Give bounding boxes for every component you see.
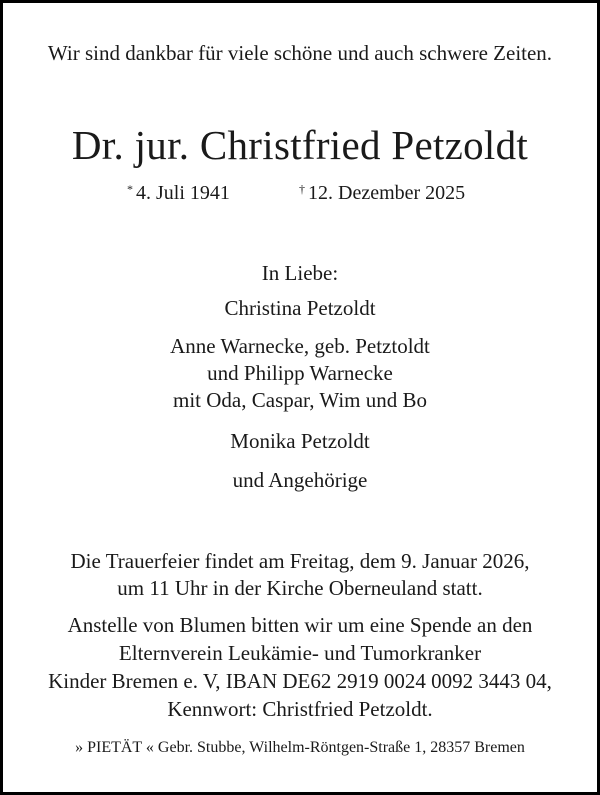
death-date: 12. Dezember 2025 bbox=[308, 182, 466, 204]
death-date-line bbox=[299, 183, 465, 203]
birth-date: 4. Juli 1941 bbox=[136, 182, 230, 204]
donation-line: Elternverein Leukämie- und Tumorkranker bbox=[118, 641, 482, 665]
service-line: Die Trauerfeier findet am Freitag, dem 9. Januar 2026, bbox=[70, 549, 530, 573]
undertaker: » PIETÄT « Gebr. Stubbe, Wilhelm-Röntgen-Straße 1, 28357 Bremen bbox=[75, 739, 525, 756]
donation-line: Kinder Bremen e. V, IBAN DE62 2919 0024 0092 3443 04, bbox=[48, 669, 552, 693]
mourner-line: Christina Petzoldt bbox=[224, 296, 376, 320]
mourner-line: und Angehörige bbox=[232, 468, 368, 492]
deceased-name: Dr. jur. Christfried Petzoldt bbox=[71, 122, 529, 168]
mourner-line: mit Oda, Caspar, Wim und Bo bbox=[173, 388, 427, 412]
motto: Wir sind dankbar für viele schöne und auch schwere Zeiten. bbox=[47, 41, 553, 65]
birth-symbol: * bbox=[127, 182, 133, 196]
birth-date-line bbox=[127, 183, 230, 203]
mourner-line: Anne Warnecke, geb. Petztoldt bbox=[170, 334, 430, 358]
mourner-line: und Philipp Warnecke bbox=[207, 361, 393, 385]
mourner-line: Monika Petzoldt bbox=[230, 429, 370, 453]
donation-line: Anstelle von Blumen bitten wir um eine Spende an den bbox=[67, 613, 533, 637]
death-symbol: † bbox=[299, 182, 305, 196]
mourners-intro: In Liebe: bbox=[261, 261, 339, 285]
donation-line: Kennwort: Christfried Petzoldt. bbox=[167, 697, 433, 721]
service-line: um 11 Uhr in der Kirche Oberneuland statt. bbox=[117, 576, 483, 600]
